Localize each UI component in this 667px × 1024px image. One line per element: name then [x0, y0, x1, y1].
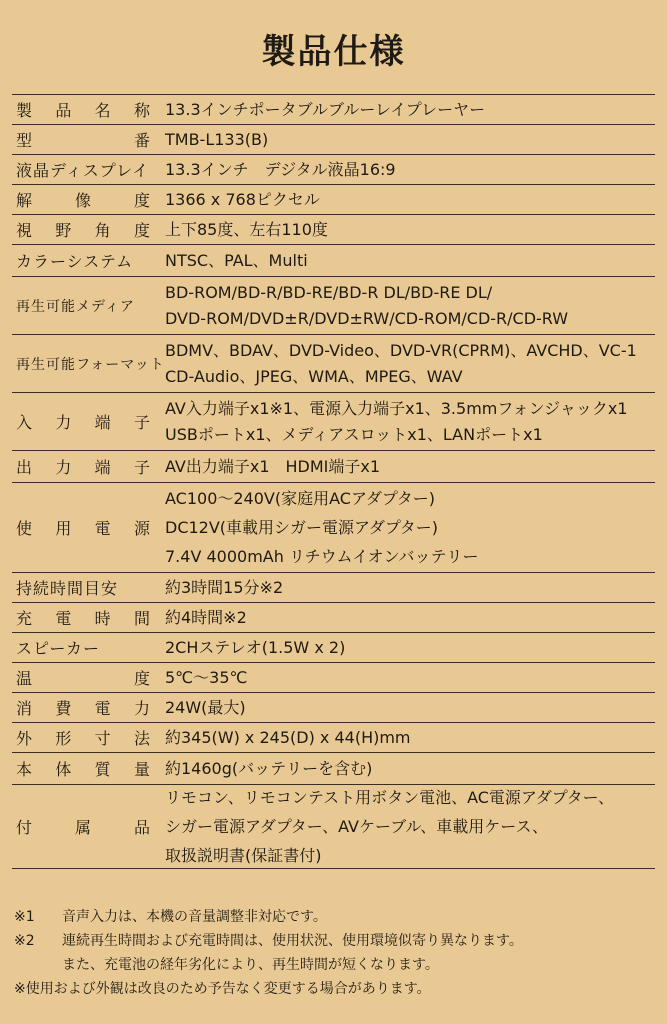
page-title: 製品仕様 [261, 32, 406, 72]
spec-label: 再生可能フォーマット [16, 356, 165, 373]
spec-row [12, 277, 655, 335]
spec-row [12, 785, 655, 869]
spec-label [12, 603, 157, 632]
spec-label [12, 483, 157, 572]
spec-row [12, 335, 655, 393]
spec-value [157, 335, 655, 392]
spec-label [12, 663, 157, 692]
spec-value [157, 573, 655, 602]
spec-value [157, 185, 655, 214]
note-line [14, 953, 654, 977]
spec-value-line: DVD-ROM/DVD±R/DVD±RW/CD-ROM/CD-R/CD-RW [165, 308, 569, 328]
spec-label-char: 度 [133, 669, 151, 688]
spec-value [157, 693, 655, 722]
spec-label [12, 693, 157, 722]
spec-label-char: 消 [16, 699, 34, 718]
spec-value-line: 7.4V 4000mAh リチウムイオンバッテリー [165, 547, 479, 566]
spec-label-char: 量 [133, 760, 151, 779]
spec-value-line: リモコン、リモコンテスト用ボタン電池、AC電源アダプター、 [165, 788, 615, 807]
spec-value-line: 約4時間※2 [165, 607, 247, 627]
spec-label-char: 時 [94, 609, 112, 628]
spec-label-char: 名 [94, 101, 112, 120]
spec-value [157, 633, 655, 662]
spec-label-char: 寸 [94, 729, 112, 748]
spec-value [157, 155, 655, 184]
spec-label-char: 度 [133, 221, 151, 240]
spec-label-char: 角 [94, 221, 112, 240]
spec-value [157, 451, 655, 482]
spec-value-line: DC12V(車載用シガー電源アダプター) [165, 518, 439, 537]
spec-value [157, 603, 655, 632]
spec-value-line: 約1460g(バッテリーを含む) [165, 758, 373, 778]
spec-label-char: 費 [55, 699, 73, 718]
note-line [14, 905, 654, 929]
spec-label: カラーシステム [16, 252, 134, 271]
spec-row [12, 451, 655, 483]
spec-value-line: シガー電源アダプター、AVケーブル、車載用ケース、 [165, 817, 548, 836]
spec-value-line: TMB-L133(B) [165, 129, 269, 149]
spec-row [12, 663, 655, 693]
spec-row [12, 633, 655, 663]
note-text: また、充電池の経年劣化により、再生時間が短くなります。 [62, 957, 439, 973]
note-mark [14, 953, 62, 977]
spec-label-char: 品 [55, 101, 73, 120]
spec-row [12, 245, 655, 277]
spec-label-char: 番 [133, 131, 151, 150]
note-mark: ※1 [14, 909, 35, 925]
spec-label-char: 源 [133, 519, 151, 538]
spec-label-char: 称 [133, 101, 151, 120]
spec-row [12, 185, 655, 215]
spec-value-line: AV出力端子x1 HDMI端子x1 [165, 456, 381, 476]
spec-value-line: 13.3インチポータブルブルーレイプレーヤー [165, 99, 486, 119]
spec-row [12, 693, 655, 723]
spec-label-char: 体 [55, 760, 73, 779]
spec-label-char: 外 [16, 729, 34, 748]
spec-label [12, 753, 157, 784]
spec-label-char: 野 [55, 221, 73, 240]
spec-label-char: 製 [16, 101, 34, 120]
spec-label: 持続時間目安 [16, 579, 119, 598]
spec-value-line: NTSC、PAL、Multi [165, 250, 308, 270]
spec-label [12, 125, 157, 154]
note-text: 連続再生時間および充電時間は、使用状況、使用環境似寄り異なります。 [62, 933, 523, 949]
spec-label-char: 力 [133, 699, 151, 718]
spec-value [157, 753, 655, 784]
spec-value-line: 1366 x 768ピクセル [165, 189, 320, 209]
spec-value [157, 393, 655, 450]
spec-label-char: 電 [94, 699, 112, 718]
spec-label-char: 力 [55, 458, 73, 477]
spec-value-line: 13.3インチ デジタル液晶16:9 [165, 159, 396, 179]
spec-value-line: USBポートx1、メディアスロットx1、LANポートx1 [165, 424, 543, 444]
spec-label: 液晶ディスプレイ [16, 161, 150, 180]
spec-value-line: 約345(W) x 245(D) x 44(H)mm [165, 727, 411, 747]
spec-label-char: 解 [16, 191, 34, 210]
spec-value [157, 663, 655, 692]
spec-label-char: 像 [74, 191, 92, 210]
spec-label-char: 端 [94, 458, 112, 477]
spec-value-line: CD-Audio、JPEG、WMA、MPEG、WAV [165, 366, 463, 386]
spec-value [157, 785, 655, 868]
spec-row [12, 393, 655, 451]
spec-value-line: 約3時間15分※2 [165, 577, 284, 597]
spec-row [12, 573, 655, 603]
spec-label-char: 形 [55, 729, 73, 748]
spec-label-char: 充 [16, 609, 34, 628]
spec-value [157, 215, 655, 244]
spec-label-char: 属 [74, 818, 92, 837]
spec-row [12, 155, 655, 185]
spec-value-line: AC100～240V(家庭用ACアダプター) [165, 489, 435, 508]
spec-label [12, 785, 157, 868]
spec-label [12, 185, 157, 214]
note-line [14, 929, 654, 953]
spec-label [12, 451, 157, 482]
spec-row [12, 603, 655, 633]
spec-label: 再生可能メディア [16, 298, 135, 315]
spec-label [12, 215, 157, 244]
spec-value-line: BD-ROM/BD-R/BD-RE/BD-R DL/BD-RE DL/ [165, 282, 493, 302]
spec-value [157, 245, 655, 276]
spec-value [157, 483, 655, 572]
spec-row [12, 753, 655, 785]
spec-row [12, 723, 655, 753]
spec-label-char: 力 [55, 413, 73, 432]
spec-table [12, 94, 655, 869]
spec-label-char: 型 [16, 131, 34, 150]
spec-label-char: 間 [133, 609, 151, 628]
notes [14, 905, 654, 1001]
spec-row [12, 483, 655, 573]
spec-label-char: 度 [133, 191, 151, 210]
spec-value [157, 277, 655, 334]
spec-label-char: 使 [16, 519, 34, 538]
spec-value-line: 取扱説明書(保証書付) [165, 846, 322, 865]
spec-value-line: 上下85度、左右110度 [165, 219, 328, 239]
spec-row [12, 95, 655, 125]
spec-label-char: 本 [16, 760, 34, 779]
spec-value-line: AV入力端子x1※1、電源入力端子x1、3.5mmフォンジャックx1 [165, 398, 628, 418]
spec-label-char: 電 [94, 519, 112, 538]
note-text: 音声入力は、本機の音量調整非対応です。 [62, 909, 327, 925]
spec-label-char: 端 [94, 413, 112, 432]
note-text: ※使用および外観は改良のため予告なく変更する場合があります。 [14, 981, 431, 997]
spec-value-line: BDMV、BDAV、DVD-Video、DVD-VR(CPRM)、AVCHD、VC-1 [165, 340, 637, 360]
spec-label [12, 95, 157, 124]
spec-label-char: 温 [16, 669, 34, 688]
spec-label-char: 子 [133, 458, 151, 477]
spec-label-char: 付 [16, 818, 34, 837]
spec-row [12, 125, 655, 155]
spec-label-char: 用 [55, 519, 73, 538]
spec-label-char: 子 [133, 413, 151, 432]
spec-label-char: 質 [94, 760, 112, 779]
spec-value [157, 125, 655, 154]
spec-value-line: 5℃～35℃ [165, 667, 248, 687]
spec-value [157, 95, 655, 124]
spec-value-line: 2CHステレオ(1.5W x 2) [165, 637, 346, 657]
spec-label-char: 法 [133, 729, 151, 748]
spec-value-line: 24W(最大) [165, 697, 246, 717]
spec-label-char: 電 [55, 609, 73, 628]
spec-label-char: 視 [16, 221, 34, 240]
note-line [14, 977, 654, 1001]
spec-label [12, 723, 157, 752]
spec-label-char: 品 [133, 818, 151, 837]
spec-value [157, 723, 655, 752]
spec-row [12, 215, 655, 245]
note-mark: ※2 [14, 933, 35, 949]
spec-label-char: 出 [16, 458, 34, 477]
spec-label: スピーカー [16, 639, 101, 658]
spec-label [12, 393, 157, 450]
spec-label-char: 入 [16, 413, 34, 432]
